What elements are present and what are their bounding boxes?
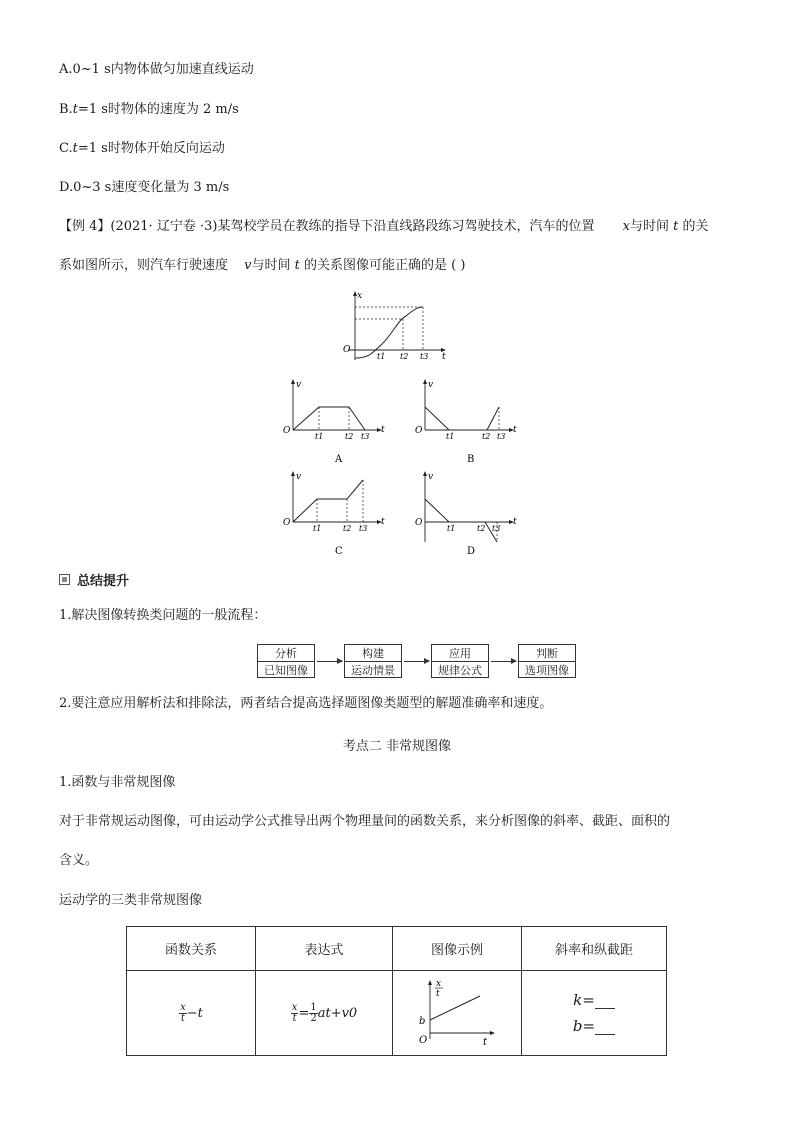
xt-t1: t1 [377, 352, 386, 361]
section2-sub1: 1.函数与非常规图像 [59, 775, 176, 790]
graph-d-v: v [428, 472, 434, 482]
flow-box-3 [431, 644, 489, 678]
graph-d-t1: t1 [447, 524, 456, 533]
k-line: k= [523, 991, 665, 1009]
flow-arrow-icon [491, 661, 516, 662]
graph-c-t3: t3 [359, 524, 368, 533]
example4-label: 【例 4】 [59, 219, 111, 234]
table-intro: 运动学的三类非常规图像 [59, 893, 203, 908]
option-a: A.0~1 s内物体做匀加速直线运动 [59, 62, 254, 77]
section2-para-line2: 含义。 [59, 853, 99, 868]
option-d: D.0~3 s速度变化量为 3 m/s [59, 180, 230, 195]
graph-c-t1: t1 [313, 524, 322, 533]
flow-diagram [257, 644, 576, 678]
summary-heading [59, 570, 129, 589]
graph-a-t2: t2 [345, 432, 354, 441]
xt-graph-y-den: t [436, 989, 440, 999]
graph-a-caption: A [335, 454, 343, 465]
expr-half: $\frac{1}{2}$ [310, 1001, 317, 1024]
xt-graph [340, 290, 460, 369]
example4-text: 某驾校学员在教练的指导下沿直线路段练习驾驶技术，汽车的位置 [217, 219, 595, 234]
xt-x-label: x [357, 291, 363, 301]
example4-line1 [59, 218, 708, 236]
flow-box-2-top: 构建 [345, 645, 401, 662]
flow-arrow-icon [317, 661, 342, 662]
graph-a-t3: t3 [361, 432, 370, 441]
graph-d-t2: t2 [477, 524, 486, 533]
summary-icon [59, 574, 70, 585]
graph-d-caption: D [467, 546, 476, 557]
flow-arrow-icon [404, 661, 429, 662]
graph-a-v: v [296, 380, 302, 390]
graph-c-t2: t2 [343, 524, 352, 533]
graph-a-o: O [283, 426, 291, 436]
flow-box-3-bottom: 规律公式 [438, 664, 482, 677]
xt-t2: t2 [400, 352, 409, 361]
xt-origin: O [343, 345, 351, 355]
table-header: 函数关系 [127, 927, 256, 971]
flow-box-1-bottom: 已知图像 [264, 664, 308, 677]
section2-title: 考点二 非常规图像 [342, 739, 452, 754]
section2-para-line1: 对于非常规运动图像，可由运动学公式推导出两个物理量间的函数关系，来分析图像的斜率、截距、面积的 [59, 814, 671, 829]
expr-frac: $\frac{x}{t}$ [291, 1001, 298, 1024]
func-relation-cell [127, 971, 256, 1056]
expression-cell [256, 971, 393, 1056]
flow-box-3-top: 应用 [432, 645, 488, 662]
graph-b-caption: B [467, 454, 475, 465]
table-header: 表达式 [256, 927, 393, 971]
example4-source: (2021· 辽宁卷 ·3) [110, 219, 218, 234]
option-b-text: =1 s时物体的速度为 2 m/s [77, 102, 239, 117]
graph-d-o: O [415, 518, 423, 528]
flow-box-1 [257, 644, 315, 678]
graph-example-cell [393, 971, 522, 1056]
graph-b-v: v [428, 380, 434, 390]
flow-box-4-bottom: 选项图像 [525, 664, 569, 677]
slope-intercept-cell [522, 971, 667, 1056]
option-b-prefix: B. [59, 102, 73, 117]
graph-b [413, 378, 523, 470]
graph-c-v: v [296, 472, 302, 482]
expr-rest: at+v0 [317, 1005, 358, 1021]
summary-heading-text: 总结提升 [77, 574, 130, 589]
summary-item2: 2.要注意应用解析法和排除法，两者结合提高选择题图像类题型的解题准确率和速度。 [59, 696, 553, 711]
graph-b-t1: t1 [446, 432, 455, 441]
graph-a-t1: t1 [315, 432, 324, 441]
example4-var-x: x [622, 219, 630, 234]
graph-c-t: t [381, 517, 385, 527]
graph-a [281, 378, 391, 470]
expr-eq: = [298, 1005, 310, 1021]
func-frac: $\frac{x}{t}$ [180, 1001, 186, 1024]
example4-line2 [59, 257, 465, 275]
graph-c-caption: C [335, 546, 343, 557]
example4-line2-start: 系如图所示，则汽车行驶速度 [59, 258, 229, 273]
example4-line2-end: 的关系图像可能正确的是 ( ) [304, 258, 466, 273]
xt-graph-o: O [419, 1035, 428, 1046]
option-b [59, 101, 239, 119]
option-c-prefix: C. [59, 141, 73, 156]
b-blank [595, 1020, 615, 1035]
option-c-text: =1 s时物体开始反向运动 [77, 141, 225, 156]
xt-t3: t3 [420, 352, 429, 361]
example4-var-v: v [244, 258, 252, 273]
graph-b-t2: t2 [482, 432, 491, 441]
xt-graph-b: b [419, 1016, 426, 1027]
example4-line2-mid: 与时间 [251, 258, 291, 273]
flow-box-4-top: 判断 [519, 645, 575, 662]
example4-var-t2: t [294, 258, 300, 273]
table-header: 图像示例 [393, 927, 522, 971]
option-c [59, 140, 225, 158]
func-rest: −t [186, 1005, 203, 1021]
option-b-var: t [72, 102, 78, 117]
table-row [127, 971, 667, 1056]
graph-b-o: O [415, 426, 423, 436]
graph-b-t: t [513, 425, 517, 435]
graph-d-t: t [513, 517, 517, 527]
graph-types-table [126, 926, 667, 1056]
xt-graph-y-num: x [436, 979, 442, 989]
graph-c-o: O [283, 518, 291, 528]
b-line: b= [523, 1017, 665, 1035]
flow-box-4 [518, 644, 576, 678]
flow-box-2-bottom: 运动情景 [351, 664, 395, 677]
xt-graph-t: t [483, 1037, 488, 1047]
graph-a-t: t [381, 425, 385, 435]
example4-end: 的关 [682, 219, 709, 234]
k-blank [595, 994, 615, 1009]
graph-c [281, 470, 391, 562]
graph-d-t3: t3 [492, 524, 501, 533]
option-c-var: t [72, 141, 78, 156]
flow-box-2 [344, 644, 402, 678]
example4-mid: 与时间 [629, 219, 669, 234]
example4-var-t: t [673, 219, 679, 234]
graph-d [413, 470, 523, 562]
table-header-row [127, 927, 667, 971]
table-header: 斜率和纵截距 [522, 927, 667, 971]
graph-b-t3: t3 [497, 432, 506, 441]
xt-t-label: t [442, 352, 446, 362]
xt-t-graph [412, 975, 502, 1047]
summary-item1: 1.解决图像转换类问题的一般流程： [59, 608, 267, 623]
flow-box-1-top: 分析 [258, 645, 314, 662]
